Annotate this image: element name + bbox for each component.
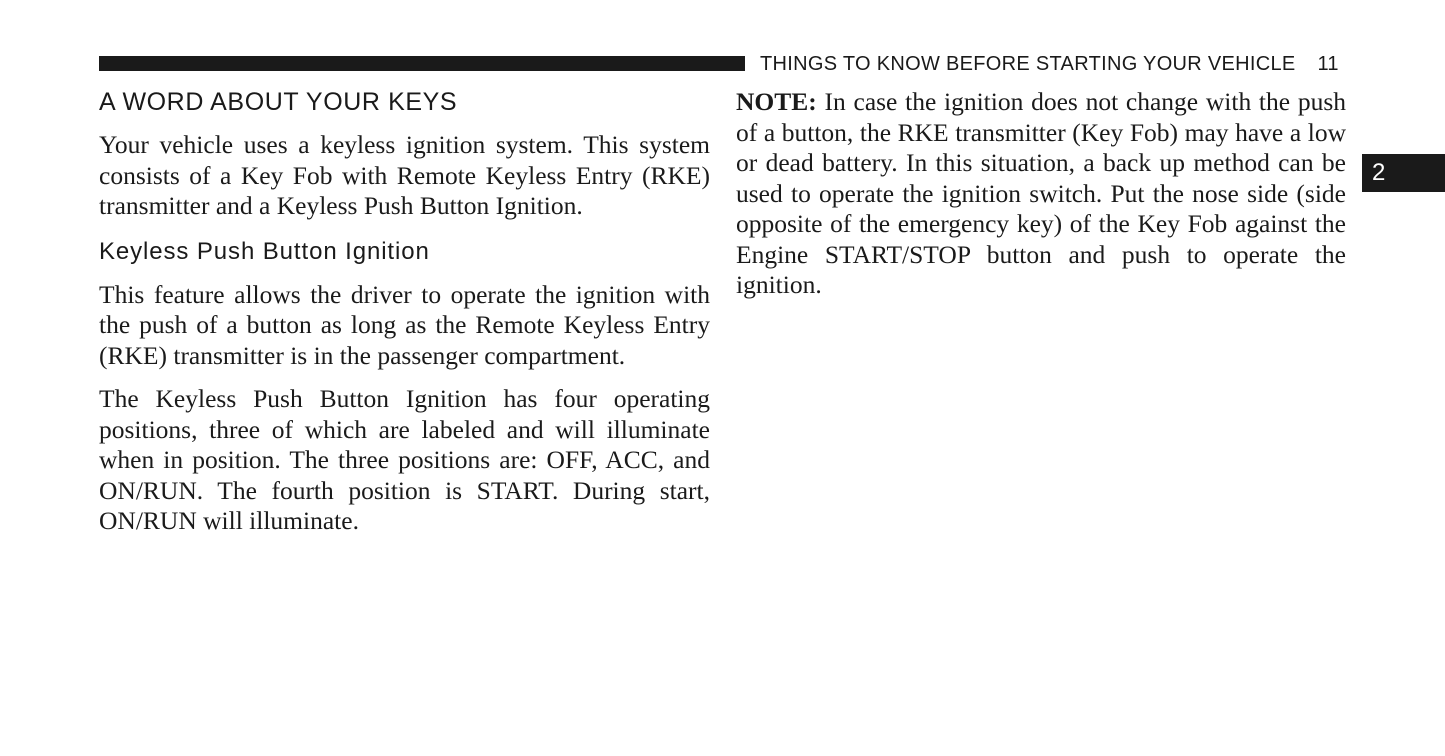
running-header (760, 52, 1339, 76)
positions-paragraph: The Keyless Push Button Ignition has four operating positions, three of which are labeled and will illuminate when in position. The three positions are: OFF, ACC, and ON/RUN. The fourth position is START. During start, ON/RUN will illuminate. (99, 384, 710, 535)
page-number: 11 (1317, 53, 1339, 75)
note-paragraph (736, 87, 1346, 301)
intro-paragraph: Your vehicle uses a keyless ignition system. This system consists of a Key Fob with Remote Keyless Entry (RKE) transmitter and a Keyless Push Button Ignition. (99, 130, 710, 220)
header-rule (99, 56, 745, 71)
right-column (736, 86, 1346, 301)
feature-paragraph: This feature allows the driver to operate the ignition with the push of a button as long as the Remote Keyless Entry (RKE) transmitter is in the passenger compartment. (99, 279, 710, 370)
note-text: In case the ignition does not change with the push of a button, the RKE transmitter (Key Fob) may have a low or dead battery. In this situation, a back up method can be used to operate the ignition switch. Put the nose side (side opposite of the emergency key) of the Key Fob against the Engine START/STOP button and push to operate the ignition. (736, 87, 1346, 299)
section-heading: A WORD ABOUT YOUR KEYS (99, 88, 458, 116)
left-column (99, 86, 710, 537)
note-label: NOTE: (736, 87, 817, 116)
running-title: THINGS TO KNOW BEFORE STARTING YOUR VEHICLE (760, 53, 1296, 75)
section-tab: 2 (1362, 154, 1445, 192)
subsection-heading: Keyless Push Button Ignition (99, 237, 430, 265)
